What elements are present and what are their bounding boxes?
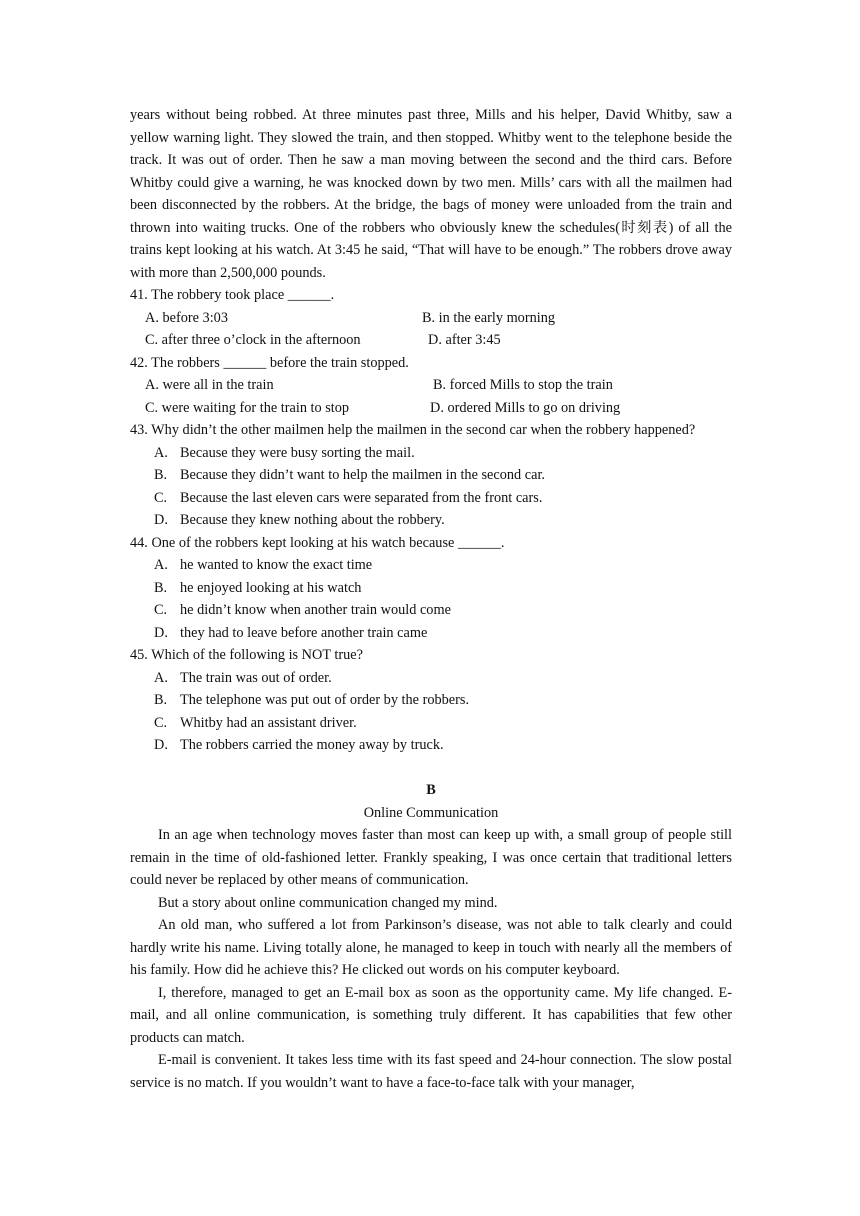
option-41-c: C. after three o’clock in the afternoon: [145, 332, 361, 348]
option-44-a: A. he wanted to know the exact time: [154, 557, 373, 573]
question-44-stem: 44. One of the robbers kept looking at his watch because ______.: [130, 534, 505, 551]
question-45-stem: 45. Which of the following is NOT true?: [130, 647, 363, 663]
section-b-title: Online Communication: [363, 804, 499, 821]
option-45-d: D. The robbers carried the money away by truck.: [154, 737, 444, 753]
section-b-paragraph-4: I, therefore, managed to get an E-mail box as soon as the opportunity came. My life changed. E-mail, and all online communication, is something truly different. It has capabilities that few other products can match.: [130, 984, 732, 1046]
option-43-a: A. Because they were busy sorting the mail.: [154, 444, 415, 461]
passage-a-paragraph: years without being robbed. At three minutes past three, Mills and his helper, David Whitby, saw a yellow warning light. They slowed the train, and then stopped. Whitby went to the telephone beside the track. It was out of order. Then he saw a man moving between the second and the third cars. Before Whitby could give a warning, he was knocked down by two men. Mills’ cars with all the mailmen had been disconnected by the robbers. At the bridge, the bags of money were unloaded from the train and thrown into waiting trucks. One of the robbers who obviously knew the schedules(时刻表) of all the trains kept looking at his watch. At 3:45 he said, “That will have to be enough.” The robbers drove away with more than 2,500,000 pounds.: [130, 107, 732, 281]
section-b-paragraph-5: E-mail is convenient. It takes less time with its fast speed and 24-hour connection. The slow postal service is no match. If you wouldn’t want to have a face-to-face talk with your manager,: [130, 1052, 732, 1091]
option-45-b: B. The telephone was put out of order by the robbers.: [154, 692, 470, 708]
option-45-c: C. Whitby had an assistant driver.: [154, 714, 357, 731]
option-43-b: B. Because they didn’t want to help the mailmen in the second car.: [154, 467, 545, 483]
question-41-row-1: [130, 307, 732, 330]
option-42-a: A. were all in the train: [145, 377, 274, 393]
option-42-c: C. were waiting for the train to stop: [145, 399, 350, 416]
option-41-a: A. before 3:03: [145, 309, 228, 326]
option-44-c: C. he didn’t know when another train would come: [154, 602, 451, 618]
section-b-letter: B: [426, 782, 436, 798]
question-42-row-2: [130, 397, 732, 420]
question-42-stem: 42. The robbers ______ before the train stopped.: [130, 354, 409, 371]
section-b-paragraph-3: An old man, who suffered a lot from Parkinson’s disease, was not able to talk clearly and could hardly write his name. Living totally alone, he managed to keep in touch with nearly all the members of his family. How did he achieve this? He clicked out words on his computer keyboard.: [130, 917, 732, 978]
option-41-d: D. after 3:45: [428, 332, 501, 348]
section-b-paragraph-2: But a story about online communication changed my mind.: [158, 894, 498, 911]
question-41-stem: 41. The robbery took place ______.: [130, 287, 335, 303]
option-41-b: B. in the early morning: [422, 309, 556, 326]
option-45-a: A. The train was out of order.: [154, 669, 332, 686]
option-44-d: D. they had to leave before another train came: [154, 624, 428, 641]
spacer: [130, 757, 732, 780]
question-43-stem: 43. Why didn’t the other mailmen help the mailmen in the second car when the robbery happened?: [130, 422, 696, 438]
section-b-paragraph-1: In an age when technology moves faster than most can keep up with, a small group of people still remain in the time of old-fashioned letter. Frankly speaking, I was once certain that traditional letters could never be replaced by other means of communication.: [130, 827, 732, 888]
question-42-row-1: [130, 374, 732, 397]
option-42-b: B. forced Mills to stop the train: [433, 377, 613, 393]
option-44-b: B. he enjoyed looking at his watch: [154, 579, 362, 596]
option-43-c: C. Because the last eleven cars were separated from the front cars.: [154, 489, 543, 506]
question-41-row-2: [130, 329, 732, 352]
document-page: [130, 104, 732, 1094]
option-43-d: D. Because they knew nothing about the robbery.: [154, 512, 445, 528]
option-42-d: D. ordered Mills to go on driving: [430, 399, 621, 416]
